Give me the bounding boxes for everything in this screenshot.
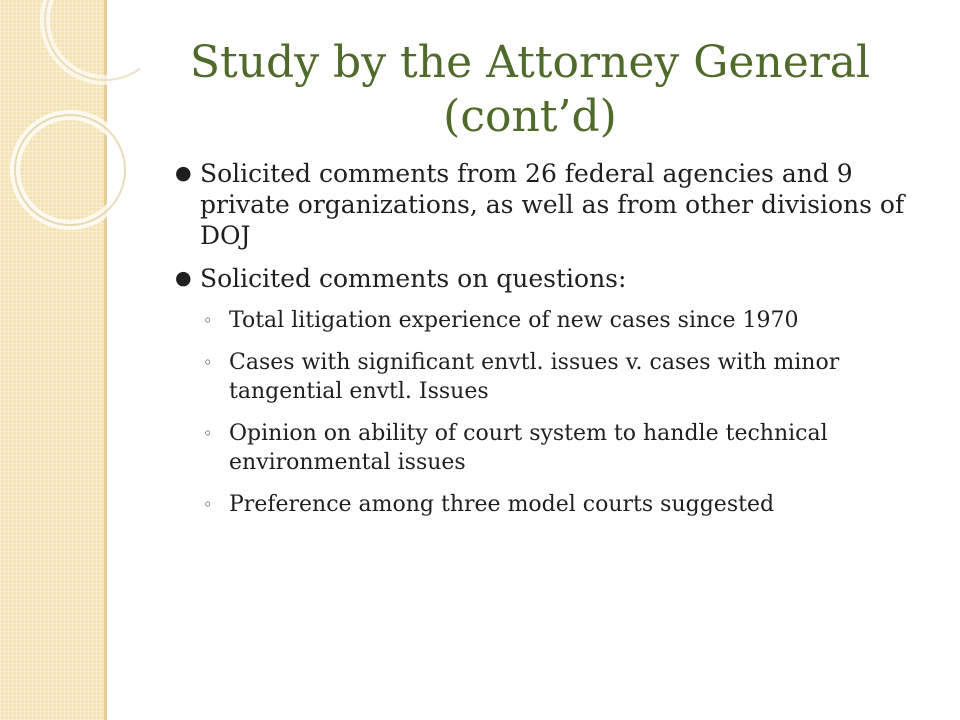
bullet-dot-icon: ● (175, 162, 192, 184)
sub-bullet-text: Cases with significant envtl. issues v. cases with minor tangential envtl. Issues (229, 350, 840, 404)
ring-bullet-icon: ◦ (203, 495, 213, 514)
sub-bullet-text: Total litigation experience of new cases since 1970 (229, 308, 799, 333)
sub-bullet-item (203, 419, 935, 477)
bullet-item (175, 263, 935, 294)
slide-body (175, 158, 935, 532)
slide-title: Study by the Attorney General (cont’d) (189, 37, 871, 142)
sub-bullet-item (203, 306, 935, 335)
bullet-text: Solicited comments on questions: (200, 264, 627, 293)
decorative-side-band (0, 0, 104, 720)
sub-bullet-item (203, 490, 935, 519)
ring-bullet-icon: ◦ (203, 353, 213, 372)
bullet-item (175, 158, 935, 251)
ring-bullet-icon: ◦ (203, 311, 213, 330)
ring-bullet-icon: ◦ (203, 424, 213, 443)
bullet-dot-icon: ● (175, 267, 192, 289)
bullet-text: Solicited comments from 26 federal agencies and 9 private organizations, as well as from other divisions of DOJ (200, 159, 905, 250)
sub-bullet-text: Preference among three model courts suggested (229, 492, 775, 517)
sub-bullet-item (203, 348, 935, 406)
side-band-edge (104, 0, 107, 720)
sub-bullet-text: Opinion on ability of court system to handle technical environmental issues (229, 421, 828, 475)
